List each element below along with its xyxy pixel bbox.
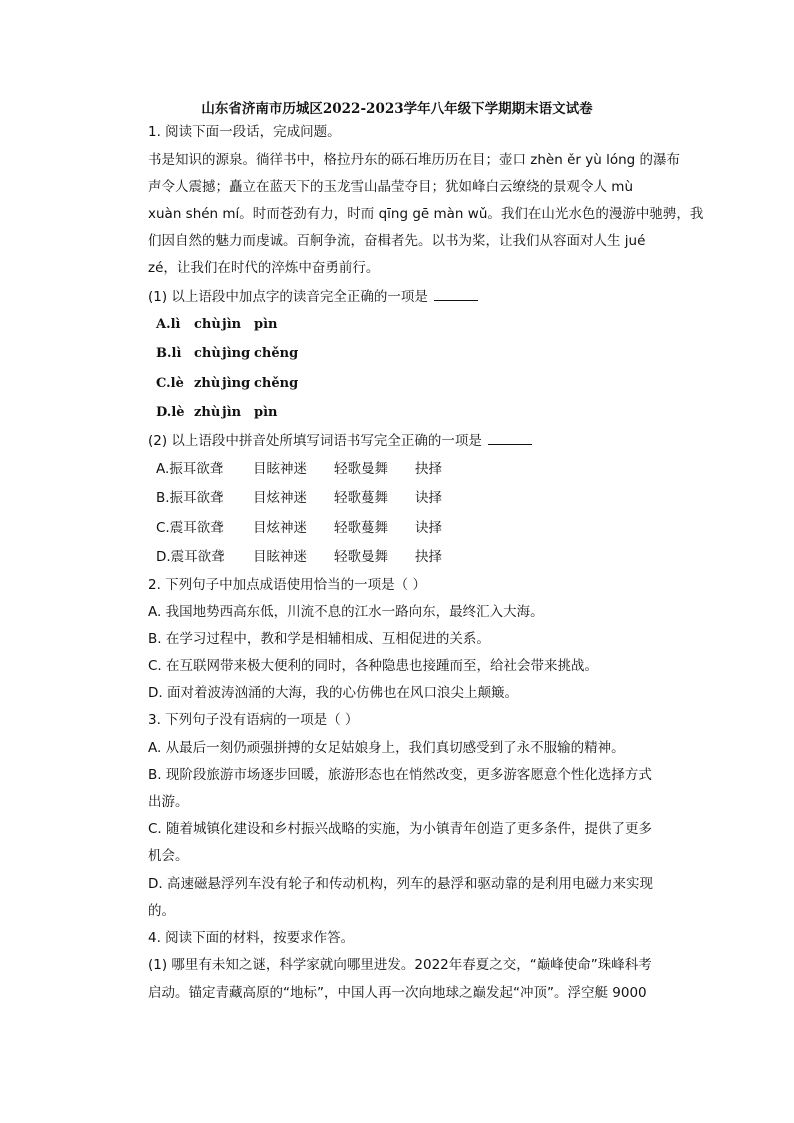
option-cell: A.lì (156, 317, 181, 332)
word-option (156, 519, 442, 537)
question-3-line: 的。 (148, 903, 175, 919)
sub-question-2 (148, 432, 678, 450)
option-cell: 目炫神迷 (253, 490, 307, 506)
question-4-line: (1) 哪里有未知之谜，科学家就向哪里进发。2022年春夏之交，“巅峰使命”珠峰科考 (148, 957, 652, 973)
option-cell: D.震耳欲聋 (156, 549, 225, 565)
sub-question-1 (148, 288, 678, 306)
option-cell: chěng (254, 376, 299, 391)
option-cell: jìn (222, 405, 242, 420)
question-3-line: B. 现阶段旅游市场逐步回暖，旅游形态也在悄然改变，更多游客愿意个性化选择方式 (148, 767, 652, 783)
option-cell: jìn (222, 317, 242, 332)
question-2-option: B. 在学习过程中，教和学是相辅相成、互相促进的关系。 (148, 631, 490, 647)
option-cell: 目眩神迷 (253, 461, 307, 477)
page-title: 山东省济南市历城区2022-2023学年八年级下学期期末语文试卷 (201, 101, 593, 117)
passage-line: 们因自然的魅力而虔诚。百舸争流，奋楫者先。以书为桨，让我们从容面对人生 jué (148, 233, 646, 249)
question-2-option: A. 我国地势西高东低，川流不息的江水一路向东，最终汇入大海。 (148, 604, 544, 620)
question-4-stem: 4. 阅读下面的材料，按要求作答。 (148, 930, 355, 946)
word-option (156, 460, 442, 478)
pinyin-option (156, 345, 298, 363)
answer-blank (434, 288, 478, 301)
answer-blank (488, 432, 532, 445)
passage-line: zé，让我们在时代的淬炼中奋勇前行。 (148, 260, 380, 276)
option-cell: D.lè (156, 405, 185, 420)
question-4-line: 启动。锚定青藏高原的“地标”，中国人再一次向地球之巅发起“冲顶”。浮空艇 9000 (148, 985, 647, 1001)
option-cell: zhù (194, 405, 221, 420)
option-cell: 诀择 (415, 520, 442, 536)
option-cell: B.振耳欲聋 (156, 490, 224, 506)
question-1-stem: 1. 阅读下面一段话，完成问题。 (148, 124, 341, 140)
option-cell: jìng (222, 346, 251, 361)
sub-question-2-text: (2) 以上语段中拼音处所填写词语书写完全正确的一项是 (148, 433, 482, 449)
option-cell: B.lì (156, 346, 182, 361)
option-cell: pìn (254, 405, 278, 420)
option-cell: C.lè (156, 376, 184, 391)
passage-line: 声令人震撼；矗立在蓝天下的玉龙雪山晶莹夺目；犹如峰白云缭绕的景观令人 mù (148, 179, 633, 195)
question-3-line: D. 高速磁悬浮列车没有轮子和传动机构，列车的悬浮和驱动靠的是利用电磁力来实现 (148, 876, 653, 892)
option-cell: 抉择 (415, 461, 442, 477)
pinyin-option (156, 316, 277, 334)
option-cell: pìn (254, 317, 278, 332)
option-cell: 轻歌蔓舞 (334, 520, 388, 536)
option-cell: 轻歌蔓舞 (334, 490, 388, 506)
option-cell: 目眩神迷 (253, 549, 307, 565)
question-3-line: 机会。 (148, 848, 189, 864)
option-cell: 轻歌曼舞 (334, 461, 388, 477)
question-3-line: C. 随着城镇化建设和乡村振兴战略的实施，为小镇青年创造了更多条件，提供了更多 (148, 821, 653, 837)
word-option (156, 489, 442, 507)
option-cell: chù (194, 346, 221, 361)
option-cell: jìng (222, 376, 251, 391)
option-cell: chù (194, 317, 221, 332)
question-2-stem: 2. 下列句子中加点成语使用恰当的一项是（ ） (148, 577, 426, 593)
question-3-stem: 3. 下列句子没有语病的一项是（ ） (148, 712, 359, 728)
option-cell: 诀择 (415, 490, 442, 506)
question-2-option: D. 面对着波涛汹涌的大海，我的心仿佛也在风口浪尖上颠簸。 (148, 685, 518, 701)
passage-line: xuàn shén mí。时而苍劲有力，时而 qīng gē màn wǔ。我们在山光水色的漫游中驰骋，我 (148, 206, 704, 222)
pinyin-option (156, 404, 277, 422)
option-cell: 抉择 (415, 549, 442, 565)
option-cell: chěng (254, 346, 299, 361)
option-cell: A.振耳欲聋 (156, 461, 224, 477)
option-cell: 轻歌曼舞 (334, 549, 388, 565)
option-cell: 目炫神迷 (253, 520, 307, 536)
question-2-option: C. 在互联网带来极大便利的同时，各种隐患也接踵而至，给社会带来挑战。 (148, 658, 599, 674)
word-option (156, 548, 442, 566)
option-cell: C.震耳欲聋 (156, 520, 224, 536)
pinyin-option (156, 375, 298, 393)
question-3-line: A. 从最后一刻仍顽强拼搏的女足姑娘身上，我们真切感受到了永不服输的精神。 (148, 740, 625, 756)
passage-line: 书是知识的源泉。徜徉书中，格拉丹东的砾石堆历历在目；壶口 zhèn ěr yù lóng 的瀑布 (148, 152, 680, 168)
sub-question-1-text: (1) 以上语段中加点字的读音完全正确的一项是 (148, 289, 428, 305)
question-3-line: 出游。 (148, 794, 189, 810)
option-cell: zhù (194, 376, 221, 391)
